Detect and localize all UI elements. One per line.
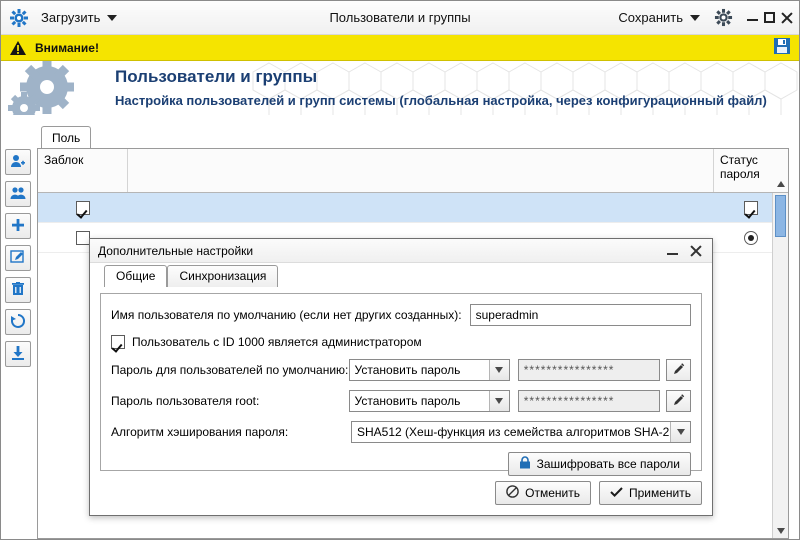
hash-algorithm-label: Алгоритм хэширования пароля:	[111, 425, 289, 439]
encrypt-all-passwords-button[interactable]	[508, 452, 691, 476]
add-user-icon	[10, 153, 26, 172]
column-header-name[interactable]	[128, 149, 714, 192]
blocked-checkbox[interactable]	[76, 231, 90, 245]
hero-banner	[1, 61, 799, 115]
hash-algorithm-value: SHA512 (Хеш-функция из семейства алгоритмов SHA-2	[357, 425, 670, 439]
dialog-tab-bar	[90, 263, 712, 287]
edit-pencil-icon	[672, 393, 686, 410]
default-user-label: Имя пользователя по умолчанию (если нет других созданных):	[111, 308, 462, 322]
encrypt-all-passwords-label: Зашифровать все пароли	[536, 457, 680, 471]
dialog-minimize-icon[interactable]	[667, 246, 678, 256]
advanced-settings-dialog	[89, 238, 713, 516]
encrypt-row	[111, 452, 691, 476]
column-header-password-status-line2: пароля	[720, 167, 760, 181]
root-password-row	[111, 390, 691, 412]
scroll-up-arrow-icon[interactable]	[773, 177, 789, 191]
dialog-title: Дополнительные настройки	[98, 243, 254, 258]
tab-synchronization[interactable]	[167, 265, 278, 287]
chevron-down-icon[interactable]	[489, 360, 509, 380]
chevron-down-icon	[690, 15, 700, 21]
tab-users-label: Поль	[52, 131, 81, 145]
page-subtitle: Настройка пользователей и групп системы (глобальная настройка, через конфигурационный файл)	[115, 93, 767, 108]
password-status-checkbox[interactable]	[744, 201, 758, 215]
dialog-close-icon[interactable]	[690, 245, 702, 257]
default-user-row	[111, 304, 691, 326]
cancel-button-label: Отменить	[525, 486, 580, 500]
apply-button[interactable]	[599, 481, 702, 505]
lock-icon	[519, 456, 531, 472]
tab-synchronization-label: Синхронизация	[179, 269, 267, 283]
default-user-input[interactable]: superadmin	[470, 304, 691, 326]
app-logo-gear-icon	[9, 8, 29, 28]
title-bar	[1, 1, 799, 35]
gears-illustration-icon	[7, 61, 103, 115]
admin-id1000-checkbox[interactable]	[111, 335, 125, 349]
window-title: Пользователи и группы	[329, 10, 471, 25]
add-button[interactable]	[5, 213, 31, 239]
download-button[interactable]	[5, 341, 31, 367]
edit-pencil-icon	[10, 249, 26, 268]
chevron-down-icon[interactable]	[489, 391, 509, 411]
users-group-icon	[10, 185, 26, 204]
close-icon[interactable]	[781, 12, 793, 24]
root-password-field[interactable]: ****************	[518, 390, 660, 412]
title-bar-left	[1, 7, 121, 28]
cell-blocked[interactable]	[38, 193, 128, 222]
cell-name	[128, 193, 714, 222]
dialog-body	[100, 293, 702, 471]
add-user-button[interactable]	[5, 149, 31, 175]
default-password-mode-select[interactable]	[349, 359, 510, 381]
refresh-button[interactable]	[5, 309, 31, 335]
title-bar-right	[614, 7, 799, 28]
scrollbar-thumb[interactable]	[775, 195, 786, 237]
table-row[interactable]	[38, 193, 788, 223]
root-password-label: Пароль пользователя root:	[111, 394, 260, 408]
warning-bar	[1, 35, 799, 61]
default-password-mode-value: Установить пароль	[354, 363, 461, 377]
save-floppy-icon[interactable]	[773, 37, 791, 58]
window-controls	[743, 12, 793, 24]
admin-checkbox-row[interactable]	[111, 335, 691, 349]
hash-algorithm-select[interactable]	[351, 421, 691, 443]
save-menu-label: Сохранить	[618, 10, 683, 25]
dialog-footer	[495, 481, 702, 505]
hash-algorithm-row	[111, 421, 691, 443]
edit-default-password-button[interactable]	[666, 359, 691, 381]
tab-general[interactable]	[104, 265, 167, 287]
edit-pencil-icon	[672, 362, 686, 379]
dialog-title-bar	[90, 239, 712, 263]
tab-bar	[41, 125, 91, 149]
load-menu-button[interactable]	[37, 7, 121, 28]
warning-text: Внимание!	[35, 40, 99, 55]
column-header-blocked[interactable]: Заблок	[38, 149, 128, 192]
left-toolbar	[5, 149, 33, 367]
check-icon	[610, 485, 623, 501]
root-password-mode-select[interactable]	[349, 390, 510, 412]
dialog-window-controls	[667, 245, 706, 257]
default-password-label: Пароль для пользователей по умолчанию:	[111, 363, 349, 377]
refresh-icon	[10, 313, 26, 332]
edit-button[interactable]	[5, 245, 31, 271]
load-menu-label: Загрузить	[41, 10, 101, 25]
chevron-down-icon	[107, 15, 117, 21]
chevron-down-icon[interactable]	[670, 422, 690, 442]
default-password-field[interactable]: ****************	[518, 359, 660, 381]
warning-triangle-icon	[9, 40, 27, 56]
default-password-row	[111, 359, 691, 381]
admin-id1000-label: Пользователь с ID 1000 является администратором	[132, 335, 422, 349]
edit-root-password-button[interactable]	[666, 390, 691, 412]
maximize-icon[interactable]	[764, 12, 775, 23]
tab-general-label: Общие	[116, 269, 156, 283]
password-status-radio[interactable]	[744, 231, 758, 245]
trash-icon	[10, 281, 26, 300]
delete-button[interactable]	[5, 277, 31, 303]
main-content	[1, 115, 799, 540]
scroll-down-arrow-icon[interactable]	[773, 524, 789, 538]
download-icon	[10, 345, 26, 364]
tab-users[interactable]	[41, 126, 91, 149]
blocked-checkbox[interactable]	[76, 201, 90, 215]
column-header-password-status-line1: Статус	[720, 153, 758, 167]
add-group-button[interactable]	[5, 181, 31, 207]
minimize-icon[interactable]	[747, 12, 758, 23]
page-title: Пользователи и группы	[115, 67, 318, 86]
apply-button-label: Применить	[628, 486, 691, 500]
cancel-button[interactable]	[495, 481, 591, 505]
cancel-circle-icon	[506, 485, 519, 501]
settings-gear-icon[interactable]	[714, 8, 733, 27]
table-header-row	[38, 149, 788, 193]
table-vertical-scrollbar[interactable]	[772, 193, 788, 538]
plus-icon	[10, 217, 26, 236]
save-menu-button[interactable]	[614, 7, 704, 28]
root-password-mode-value: Установить пароль	[354, 394, 461, 408]
